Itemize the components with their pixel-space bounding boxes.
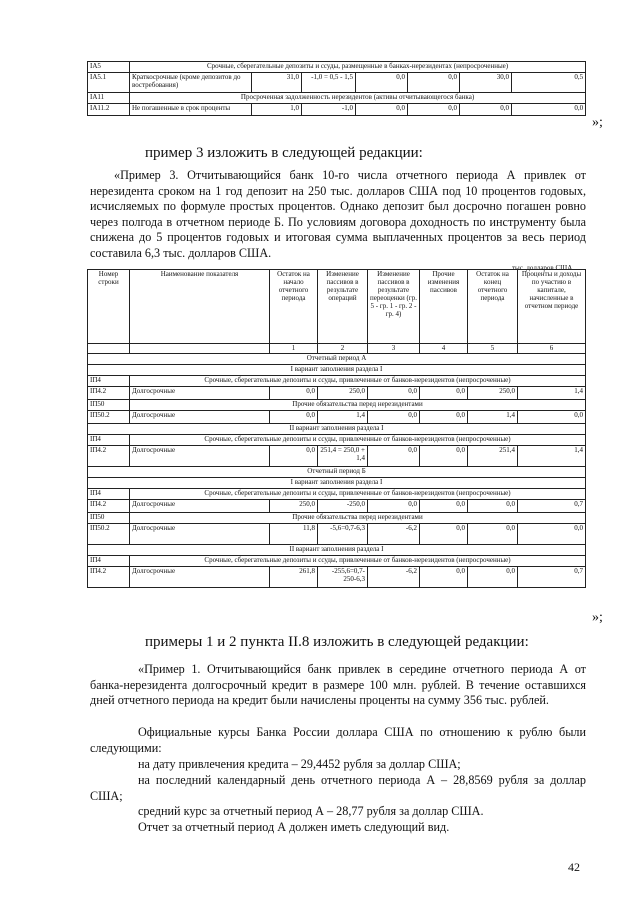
unit-note: тыс. долларов США [512, 264, 573, 272]
cell-c4: 0,0 [420, 500, 468, 513]
cell-c3: 0,0 [368, 446, 420, 467]
rate-average: средний курс за отчетный период А – 28,77 рубля за доллар США. [138, 804, 484, 818]
row-code: IП4.2 [88, 567, 130, 588]
row-code: IП4 [88, 376, 130, 387]
table-row [88, 467, 586, 478]
table-row [88, 545, 586, 556]
cell-c1: 0,0 [270, 411, 318, 424]
table-row [88, 93, 586, 104]
row-name: Долгосрочные [130, 446, 270, 467]
row-code: IП50.2 [88, 524, 130, 545]
section-label: Срочные, сберегательные депозиты и ссуды, привлеченные от банков-нерезидентов (непросроченные) [130, 489, 586, 500]
cell-c4: 0,0 [408, 73, 460, 93]
band-label: I вариант заполнения раздела I [88, 478, 586, 489]
row-name: Долгосрочные [130, 387, 270, 400]
header-c5: Остаток на конец отчетного периода [468, 270, 518, 344]
header-num-blank [130, 344, 270, 354]
column-number: 2 [318, 344, 368, 354]
table-row [88, 489, 586, 500]
row-name: Долгосрочные [130, 524, 270, 545]
row-code: IП4.2 [88, 500, 130, 513]
cell-c6: 0,7 [518, 500, 586, 513]
band-label: Отчетный период А [88, 354, 586, 365]
cell-c5: 0,0 [468, 567, 518, 588]
rate-last-day: на последний календарный день отчетного периода А – 28,8569 рубля за доллар США; [90, 773, 586, 803]
table-row [88, 478, 586, 489]
row-code: IП4.2 [88, 387, 130, 400]
table-row [88, 513, 586, 524]
cell-c2: -250,0 [318, 500, 368, 513]
section-label: Прочие обязательства перед нерезидентами [130, 400, 586, 411]
cell-c2: 1,4 [318, 411, 368, 424]
cell-c5: 0,0 [468, 524, 518, 545]
cell-c5: 30,0 [460, 73, 512, 93]
cell-c3: -6,2 [368, 524, 420, 545]
row-code: IП4 [88, 489, 130, 500]
row-name: Краткосрочные (кроме депозитов до востребования) [130, 73, 252, 93]
cell-c1: 0,0 [270, 446, 318, 467]
section-label: Прочие обязательства перед нерезидентами [130, 513, 586, 524]
cell-c5: 250,0 [468, 387, 518, 400]
header-name: Наименование показателя [130, 270, 270, 344]
table-row [88, 387, 586, 400]
cell-c2: 250,0 [318, 387, 368, 400]
cell-c1: 250,0 [270, 500, 318, 513]
row-name: Долгосрочные [130, 500, 270, 513]
table-row [88, 411, 586, 424]
top-table [87, 61, 586, 116]
header-c2: Изменение пассивов в результате операций [318, 270, 368, 344]
row-code: IП50 [88, 513, 130, 524]
example3-table [87, 269, 586, 588]
table-row [88, 500, 586, 513]
rate-attraction-date: на дату привлечения кредита – 29,4452 рубля за доллар США; [138, 757, 461, 771]
closing-sentence: Отчет за отчетный период А должен иметь следующий вид. [138, 820, 450, 834]
row-code: IA11 [88, 93, 130, 104]
table-row [88, 104, 586, 116]
table-row [88, 556, 586, 567]
cell-c2: -255,6=0,7-250-6,3 [318, 567, 368, 588]
cell-c3: 0,0 [356, 104, 408, 116]
cell-c1: 0,0 [270, 387, 318, 400]
cell-c4: 0,0 [420, 524, 468, 545]
cell-c5: 251,4 [468, 446, 518, 467]
header-c3: Изменение пассивов в результате переоценки (гр. 5 - гр. 1 - гр. 2 - гр. 4) [368, 270, 420, 344]
row-code: IП50.2 [88, 411, 130, 424]
column-number: 4 [420, 344, 468, 354]
cell-c2: 251,4 = 250,0 + 1,4 [318, 446, 368, 467]
table-row [88, 400, 586, 411]
row-code: IП4 [88, 435, 130, 446]
cell-c2: -1,0 [302, 104, 356, 116]
table-row [88, 365, 586, 376]
section-label: Срочные, сберегательные депозиты и ссуды, привлеченные от банков-нерезидентов (непросроченные) [130, 376, 586, 387]
table-row [88, 524, 586, 545]
row-name: Долгосрочные [130, 567, 270, 588]
cell-c3: 0,0 [368, 411, 420, 424]
cell-c4: 0,0 [420, 411, 468, 424]
cell-c5: 1,4 [468, 411, 518, 424]
cell-c6: 0,0 [518, 524, 586, 545]
row-name: Не погашенные в срок проценты [130, 104, 252, 116]
band-label: Отчетный период Б [88, 467, 586, 478]
band-label: I вариант заполнения раздела I [88, 365, 586, 376]
row-code: IП4.2 [88, 446, 130, 467]
header-num-blank [88, 344, 130, 354]
cell-c3: 0,0 [368, 387, 420, 400]
cell-c1: 261,8 [270, 567, 318, 588]
section-label: Срочные, сберегательные депозиты и ссуды, привлеченные от банков-нерезидентов (непросроченные) [130, 435, 586, 446]
cell-c3: 0,0 [356, 73, 408, 93]
section-label: Просроченная задолженность нерезидентов (активы отчитывающегося банка) [130, 93, 586, 104]
row-code: IП50 [88, 400, 130, 411]
header-c6: Проценты и доходы по участию в капитале, начисленные в отчетном периоде [518, 270, 586, 344]
cell-c3: -6,2 [368, 567, 420, 588]
cell-c6: 1,4 [518, 446, 586, 467]
section-label: Срочные, сберегательные депозиты и ссуды, привлеченные от банков-нерезидентов (непросроченные) [130, 556, 586, 567]
cell-c1: 11,8 [270, 524, 318, 545]
cell-c6: 0,5 [512, 73, 586, 93]
cell-c1: 31,0 [252, 73, 302, 93]
row-code: IП4 [88, 556, 130, 567]
band-label: II вариант заполнения раздела I [88, 545, 586, 556]
cell-c4: 0,0 [420, 567, 468, 588]
table2-closing-quote: »; [592, 610, 603, 625]
cell-c2: -5,6=0,7-6,3 [318, 524, 368, 545]
heading-example3: пример 3 изложить в следующей редакции: [145, 145, 423, 161]
rates-intro: Официальные курсы Банка России доллара США по отношению к рублю были следующими: [90, 725, 586, 755]
example3-text: «Пример 3. Отчитывающийся банк 10-го числа отчетного периода А привлек от нерезидента сроком на 1 год депозит на 250 тыс. долларов США под 10 процентов годовых, исчисляемых по формуле простых процентов. Однако депозит был досрочно погашен ровно через полгода в отчетном периоде Б. По условиям договора доходность по инструменту была снижена до 5 процентов годовых и итоговая сумма выплаченных процентов за весь период составила 6,3 тыс. долларов США. [90, 168, 586, 260]
table-row [88, 446, 586, 467]
header-c1: Остаток на начало отчетного периода [270, 270, 318, 344]
table-row [88, 567, 586, 588]
table-row [88, 424, 586, 435]
column-number: 5 [468, 344, 518, 354]
row-code: IA5.1 [88, 73, 130, 93]
cell-c2: -1,0 = 0,5 - 1,5 [302, 73, 356, 93]
table-row [88, 354, 586, 365]
header-code: Номер строки [88, 270, 130, 344]
table-row [88, 435, 586, 446]
table-row [88, 376, 586, 387]
cell-c6: 0,0 [512, 104, 586, 116]
cell-c4: 0,0 [420, 387, 468, 400]
row-code: IA5 [88, 62, 130, 73]
table-row [88, 73, 586, 93]
row-name: Долгосрочные [130, 411, 270, 424]
row-code: IA11.2 [88, 104, 130, 116]
band-label: II вариант заполнения раздела I [88, 424, 586, 435]
table-row [88, 62, 586, 73]
cell-c3: 0,0 [368, 500, 420, 513]
heading-examples-1-2: примеры 1 и 2 пункта II.8 изложить в следующей редакции: [145, 634, 529, 650]
column-number: 1 [270, 344, 318, 354]
header-c4: Прочие изменения пассивов [420, 270, 468, 344]
column-number: 3 [368, 344, 420, 354]
cell-c1: 1,0 [252, 104, 302, 116]
example1-text: «Пример 1. Отчитывающийся банк привлек в середине отчетного периода А от банка-нерезидента долгосрочный кредит в размере 100 млн. рублей. В течение оставшихся дней отчетного периода на кредит были начислены проценты на сумму 356 тыс. рублей. [90, 662, 586, 708]
cell-c6: 1,4 [518, 387, 586, 400]
column-number: 6 [518, 344, 586, 354]
cell-c6: 0,0 [518, 411, 586, 424]
cell-c5: 0,0 [460, 104, 512, 116]
cell-c5: 0,0 [468, 500, 518, 513]
page-number: 42 [568, 860, 580, 874]
cell-c4: 0,0 [420, 446, 468, 467]
table1-closing-quote: »; [592, 115, 603, 130]
section-label: Срочные, сберегательные депозиты и ссуды, размещенные в банках-нерезидентах (непросроченные) [130, 62, 586, 73]
cell-c6: 0,7 [518, 567, 586, 588]
cell-c4: 0,0 [408, 104, 460, 116]
